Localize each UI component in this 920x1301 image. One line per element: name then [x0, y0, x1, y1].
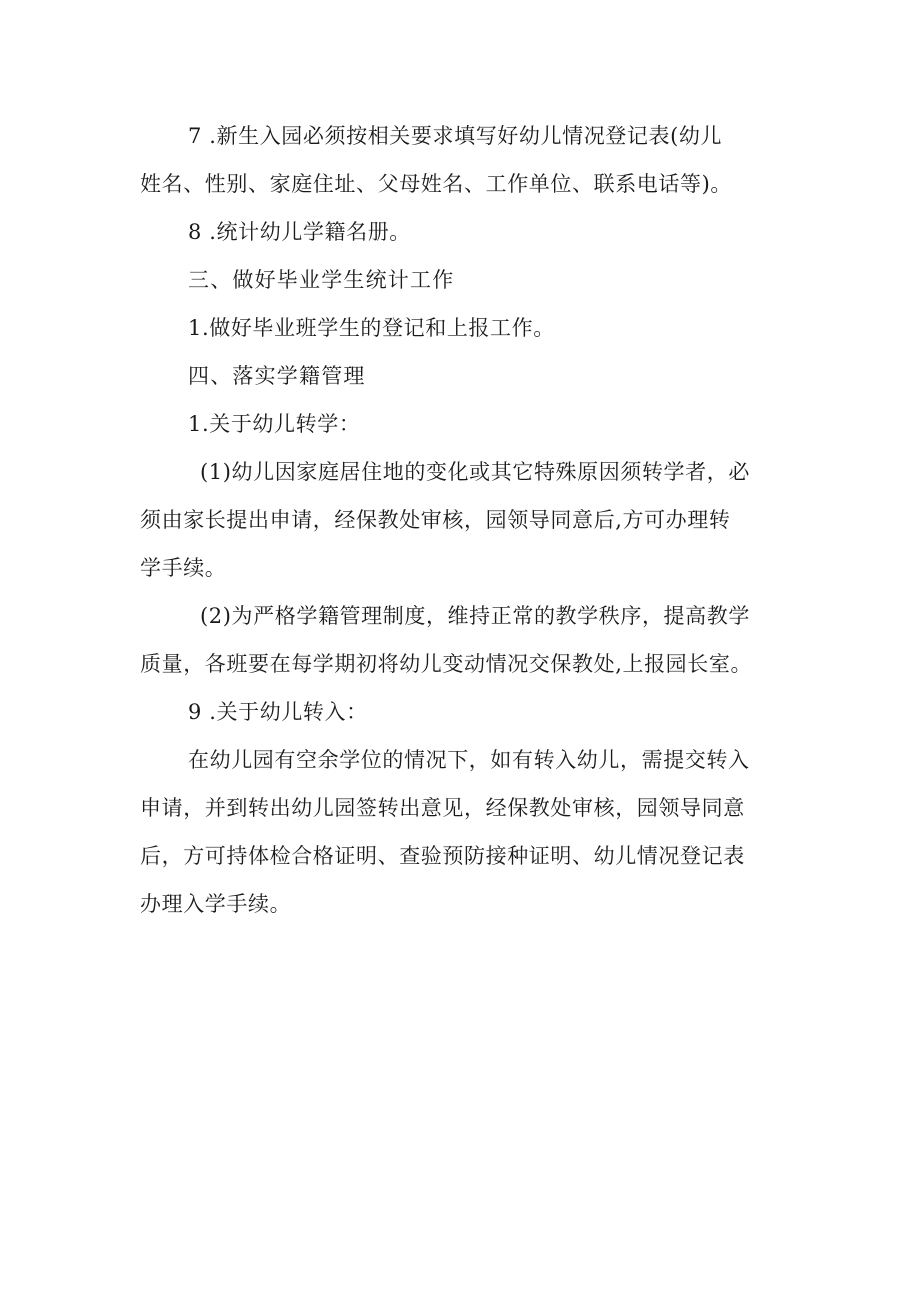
sub-item-1-line-2: 须由家长提出申请，经保教处审核，园领导同意后,方可办理转: [140, 508, 731, 532]
sub-item-2-line-1: (2)为严格学籍管理制度，维持正常的教学秩序，提高教学: [200, 604, 750, 628]
item-7-line-2: 姓名、性别、家庭住址、父母姓名、工作单位、联系电话等)。: [140, 172, 732, 196]
section-4-heading: 四、落实学籍管理: [188, 364, 366, 388]
transfer-in-line-2: 申请，并到转出幼儿园签转出意见，经保教处审核，园领导同意: [140, 796, 745, 820]
item-7-line-1: 7 .新生入园必须按相关要求填写好幼儿情况登记表(幼儿: [188, 124, 723, 148]
sub-item-1-line-3: 学手续。: [140, 556, 227, 580]
section-4-item-1: 1.关于幼儿转学：: [188, 412, 361, 436]
sub-item-1-line-1: (1)幼儿因家庭居住地的变化或其它特殊原因须转学者，必: [200, 460, 750, 484]
transfer-in-line-4: 办理入学手续。: [140, 892, 292, 916]
section-3-item-1: 1.做好毕业班学生的登记和上报工作。: [188, 316, 555, 340]
section-3-heading: 三、做好毕业学生统计工作: [188, 268, 455, 292]
sub-item-2-line-2: 质量，各班要在每学期初将幼儿变动情况交保教处,上报园长室。: [140, 652, 753, 676]
transfer-in-line-1: 在幼儿园有空余学位的情况下，如有转入幼儿，需提交转入: [188, 748, 750, 772]
transfer-in-line-3: 后，方可持体检合格证明、查验预防接种证明、幼儿情况登记表: [140, 844, 745, 868]
item-8: 8 .统计幼儿学籍名册。: [188, 220, 411, 244]
item-9: 9 .关于幼儿转入：: [188, 700, 368, 724]
